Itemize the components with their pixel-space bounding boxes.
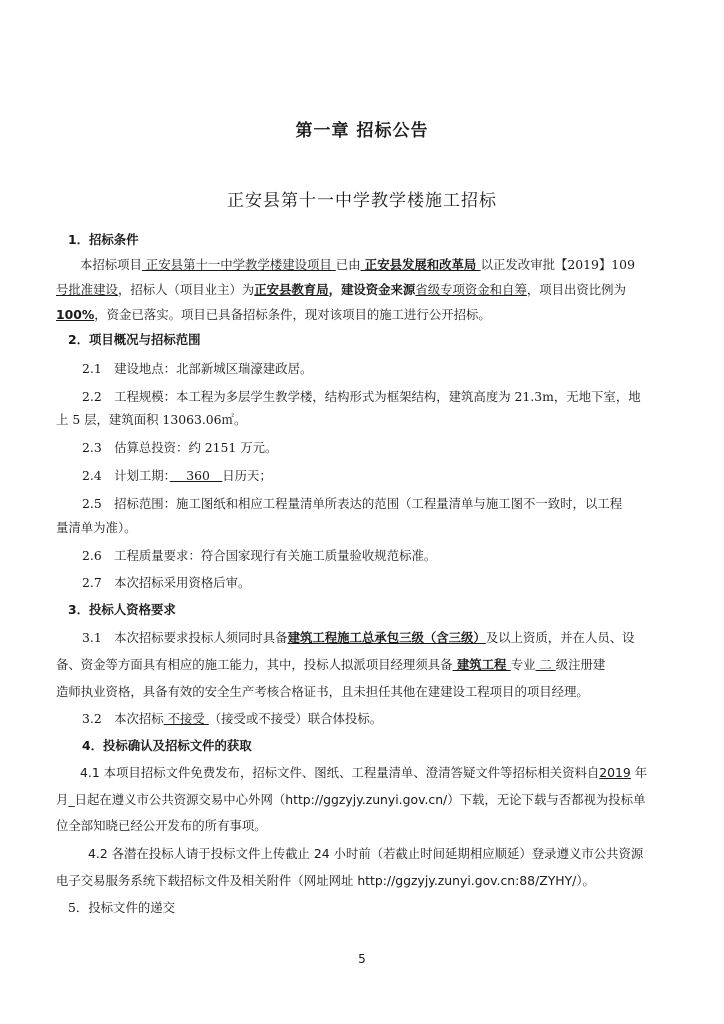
- page-number: 5: [358, 952, 366, 966]
- section-1-heading: 1．招标条件: [68, 232, 139, 247]
- text: 以正发改审批【2019】109: [480, 257, 635, 272]
- chapter-title: 第一章 招标公告: [295, 121, 429, 141]
- item-2-2-line-1: 2.2 工程规模：本工程为多层学生教学楼，结构形式为框架结构，建筑高度为 21.3m，无地下室，地: [82, 389, 641, 404]
- text: ，资金已落实。项目已具备招标条件，现对该项目的施工进行公开招标。: [94, 307, 491, 322]
- year: 2019: [599, 765, 631, 780]
- section-2-heading: 2．项目概况与招标范围: [68, 332, 201, 347]
- item-2-4: [82, 468, 272, 484]
- text: 已由: [335, 257, 361, 272]
- section-3-heading: 3．投标人资格要求: [68, 602, 176, 617]
- approval-text: 号批准建设: [56, 282, 118, 297]
- tenderer-name: 正安县教育局: [254, 282, 329, 297]
- consortium-choice: 不接受: [163, 711, 209, 726]
- text: 3.2 本次招标: [82, 711, 164, 726]
- item-4-1-line-1: [80, 765, 647, 781]
- item-4-1-line-2: 月_日起在遵义市公共资源交易中心外网（http://ggzyjy.zunyi.gov.cn/）下载，无论下载与否都视为投标单: [56, 792, 646, 807]
- item-4-1-line-3: 位全部知晓已经公开发布的所有事项。: [56, 818, 267, 833]
- item-2-5-line-2: 量清单为准）。: [56, 520, 137, 535]
- item-2-5-line-1: 2.5 招标范围：施工图纸和相应工程量清单所表达的范围（工程量清单与施工图不一致时，以工程: [82, 496, 623, 511]
- qualification-level: 建筑工程施工总承包三级（含三级）: [287, 630, 486, 645]
- text: 3.1 本次招标要求投标人须同时具备: [82, 630, 288, 645]
- section-4-heading: 4．投标确认及招标文件的获取: [82, 738, 252, 753]
- funding-source: 省级专项资金和自筹: [415, 282, 527, 297]
- item-3-1-line-3: 造师执业资格，具备有效的安全生产考核合格证书，且未担任其他在建建设工程项目的项目经理。: [56, 684, 589, 699]
- text: ，招标人（项目业主）为: [117, 282, 255, 297]
- section-5-heading: 5．投标文件的递交: [68, 900, 176, 915]
- text: 日历天；: [222, 468, 272, 483]
- text: 4.1 本项目招标文件免费发布，招标文件、图纸、工程量清单、澄清答疑文件等招标相关资料自: [80, 765, 600, 780]
- item-2-6: 2.6 工程质量要求：符合国家现行有关施工质量验收规范标准。: [82, 548, 437, 563]
- section-1-para-line-3: [56, 307, 491, 323]
- text: 备、资金等方面具有相应的施工能力，其中，投标人拟派项目经理须具备: [56, 657, 453, 672]
- text: 及以上资质，并在人员、设: [485, 630, 635, 645]
- funding-ratio: 100%: [56, 307, 95, 322]
- item-2-2-line-2: 上 5 层，建筑面积 13063.06㎡。: [56, 412, 247, 427]
- item-2-1: 2.1 建设地点：北部新城区瑞濠建政居。: [82, 361, 313, 376]
- item-2-3: 2.3 估算总投资：约 2151 万元。: [82, 440, 278, 455]
- item-3-2: [82, 711, 382, 727]
- section-1-para-line-1: [80, 257, 635, 273]
- text: 级注册建: [555, 657, 606, 672]
- text: ，建设资金来源: [328, 282, 416, 297]
- text: 本招标项目: [80, 257, 142, 272]
- section-1-para-line-2: [56, 282, 626, 298]
- text: 2.4 计划工期：: [82, 468, 170, 483]
- text: （接受或不接受）联合体投标。: [208, 711, 383, 726]
- item-4-2-line-1: 4.2 各潜在投标人请于投标文件上传截止 24 小时前（若截止时间延期相应顺延）登录遵义市公共资源: [88, 846, 644, 861]
- text: 年: [630, 765, 648, 780]
- specialty: 建筑工程: [452, 657, 511, 672]
- text: 专业: [510, 657, 536, 672]
- item-3-1-line-1: [82, 630, 635, 646]
- item-4-2-line-2: 电子交易服务系统下载招标文件及相关附件（网址网址 http://ggzyjy.zunyi.gov.cn:88/ZYHY/）。: [56, 873, 595, 888]
- item-2-7: 2.7 本次招标采用资格后审。: [82, 575, 251, 590]
- item-3-1-line-2: [56, 657, 605, 673]
- project-name: 正安县第十一中学教学楼建设项目: [141, 257, 336, 272]
- text: ，项目出资比例为: [526, 282, 626, 297]
- approving-authority: 正安县发展和改革局: [360, 257, 481, 272]
- duration-value: 360: [169, 468, 223, 483]
- project-title: 正安县第十一中学教学楼施工招标: [227, 191, 497, 211]
- engineer-grade: 二: [535, 657, 556, 672]
